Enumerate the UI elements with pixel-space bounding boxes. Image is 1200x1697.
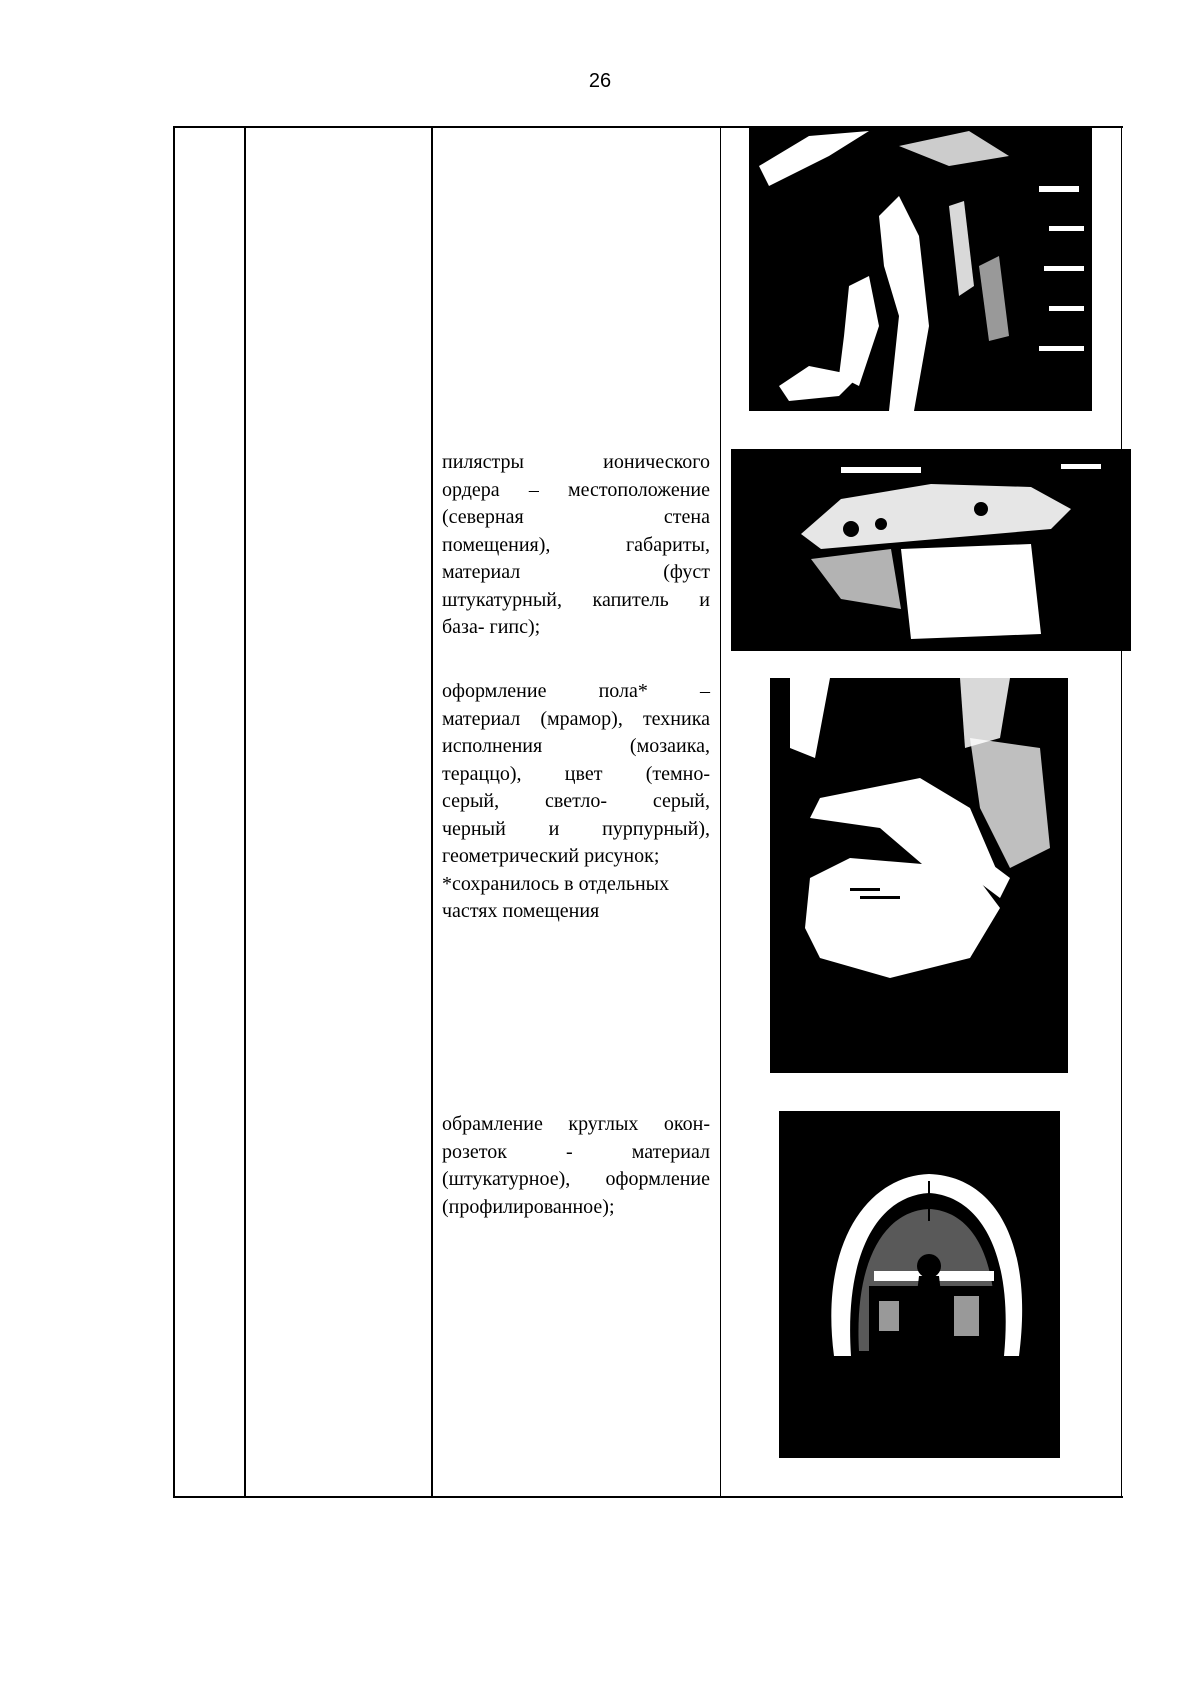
pilasters-line-6: штукатурный, капитель и bbox=[442, 588, 710, 611]
windows-line-3: (штукатурное), оформление bbox=[442, 1168, 710, 1190]
round-window-photo bbox=[779, 1111, 1060, 1458]
floor-mosaic-photo bbox=[770, 678, 1068, 1073]
column-divider-1 bbox=[244, 126, 246, 1498]
floor-line-5: серый, светло- серый, bbox=[442, 790, 710, 812]
table-right-border bbox=[1121, 126, 1122, 1498]
table-bottom-border bbox=[173, 1496, 1123, 1498]
pilasters-line-5: материал (фуст bbox=[442, 561, 710, 583]
interior-photo-graphic bbox=[749, 126, 1092, 411]
floor-line-7: геометрический рисунок; bbox=[442, 845, 660, 867]
windows-line-1: обрамление круглых окон- bbox=[442, 1113, 710, 1135]
pilaster-capital-graphic bbox=[731, 449, 1131, 651]
floor-line-3: исполнения (мозаика, bbox=[442, 735, 710, 757]
floor-line-8: *сохранилось в отдельных bbox=[442, 872, 670, 895]
column-divider-3 bbox=[720, 126, 721, 1498]
round-window-graphic bbox=[779, 1111, 1060, 1458]
floor-line-6: черный и пурпурный), bbox=[442, 817, 710, 840]
page-number: 26 bbox=[588, 70, 612, 92]
pilasters-description bbox=[442, 449, 710, 642]
floor-mosaic-graphic bbox=[770, 678, 1068, 1073]
floor-line-4: тераццо), цвет (темно- bbox=[442, 762, 710, 785]
pilasters-line-4: помещения), габариты, bbox=[442, 533, 710, 556]
table-left-border bbox=[173, 126, 175, 1498]
pilasters-line-1: пилястры ионического bbox=[442, 451, 710, 473]
windows-line-2: розеток - материал bbox=[442, 1140, 710, 1163]
pilasters-line-3: (северная стена bbox=[442, 506, 710, 528]
column-divider-2 bbox=[431, 126, 433, 1498]
interior-photo bbox=[749, 126, 1092, 411]
pilasters-line-7: база- гипс); bbox=[442, 616, 541, 638]
floor-line-9: частях помещения bbox=[442, 900, 600, 922]
floor-line-1: оформление пола* – bbox=[442, 680, 710, 702]
pilaster-capital-photo bbox=[731, 449, 1131, 651]
windows-description bbox=[442, 1111, 710, 1221]
pilasters-line-2: ордера – местоположение bbox=[442, 478, 710, 501]
floor-line-2: материал (мрамор), техника bbox=[442, 707, 710, 730]
floor-description bbox=[442, 678, 710, 926]
windows-line-4: (профилированное); bbox=[442, 1195, 615, 1218]
